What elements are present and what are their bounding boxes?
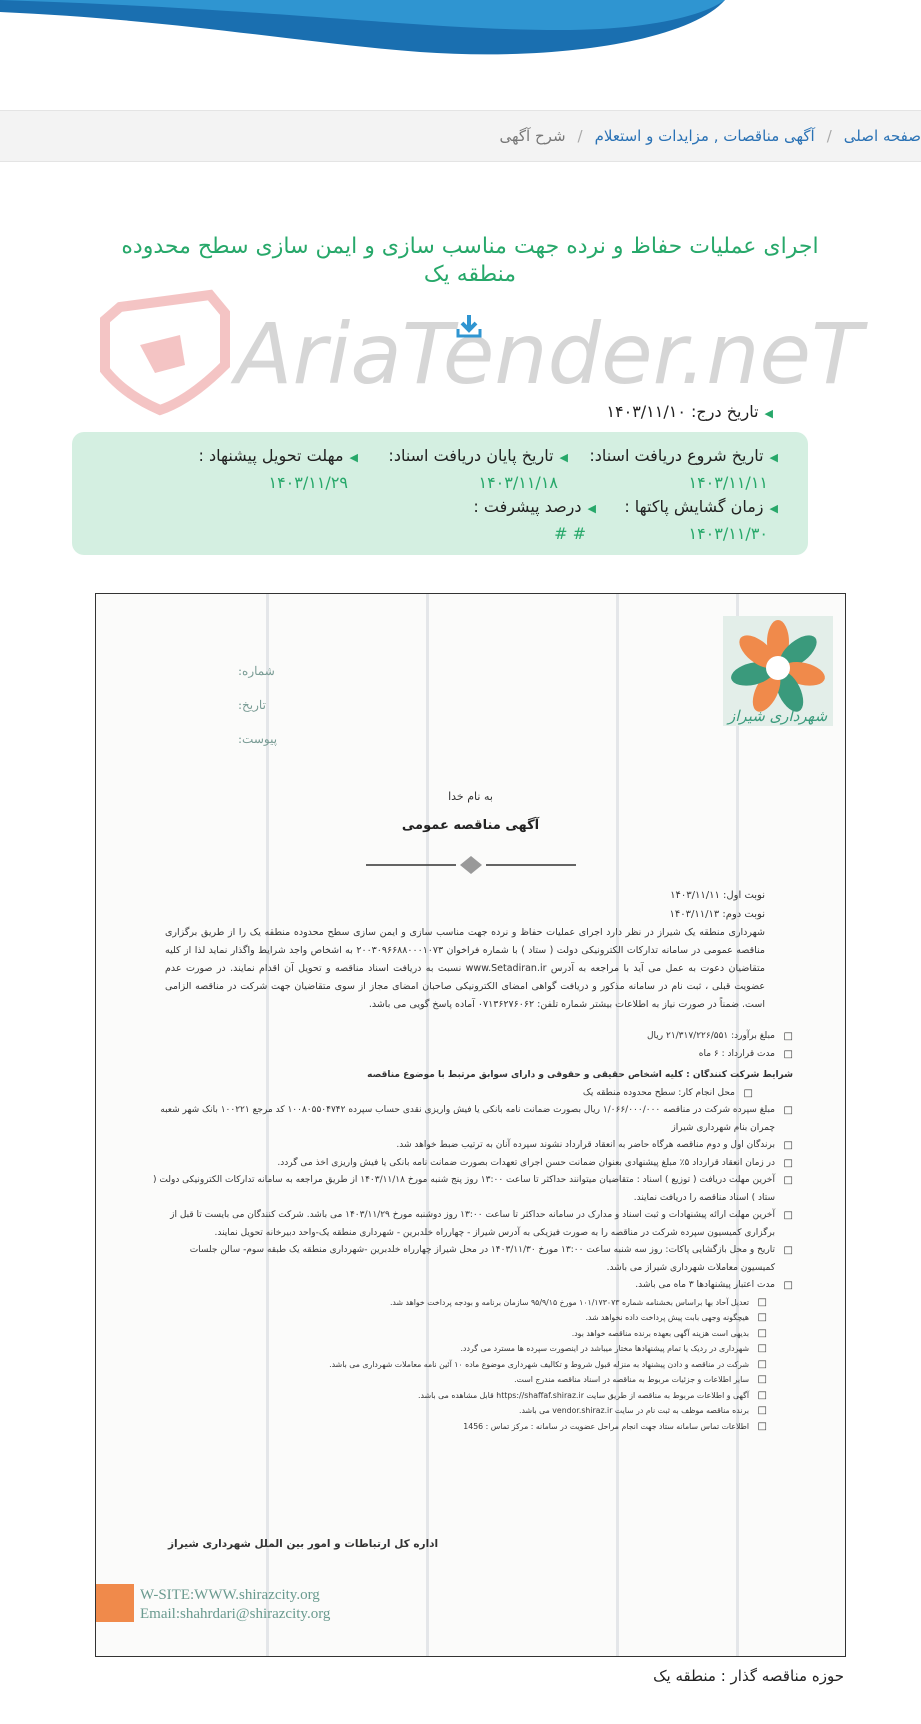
opening-value: ۱۴۰۳/۱۱/۳۰	[688, 524, 768, 543]
footer-orange-block	[96, 1584, 134, 1622]
list-item: □ هیچگونه وجهی بابت پیش پرداخت داده نخواهد شد.	[153, 1310, 767, 1326]
opening-field	[624, 497, 778, 543]
breadcrumb-current: شرح آگهی	[499, 127, 566, 145]
ornament-divider	[366, 856, 576, 874]
breadcrumb-separator: /	[577, 127, 583, 145]
list-item: □ مبلغ برآورد: ۲۱/۳۱۷/۲۲۶/۵۵۱ ریال	[153, 1028, 793, 1046]
list-item: □ مدت قرارداد : ۶ ماه	[153, 1046, 793, 1064]
doc-number-label: شماره:	[238, 664, 275, 678]
breadcrumb	[0, 110, 921, 162]
list-item: □ آخرین مهلت دریافت ( توزیع ) اسناد : متقاضیان میتوانند حداکثر تا ساعت ۱۳:۰۰ روز پنج شنبه مورخ ۱۴۰۳/۱۱/۱۸ از طریق مراجعه به سامانه تدارکات الکترونیکی دولت ( ستاد ) اسناد مناقصه را دریافت نمایند.	[153, 1172, 793, 1207]
logo-text: شهرداری شیراز	[728, 707, 828, 725]
list-item: □ در زمان انعقاد قرارداد ۵٪ مبلغ پیشنهادی بعنوان ضمانت حسن اجرای تعهدات بصورت ضمانت نامه بانکی یا فیش واریزی اخذ می گردد.	[153, 1155, 793, 1173]
triangle-icon: ◀	[764, 407, 773, 420]
list-item: □ تاریخ و محل بازگشایی پاکات: روز سه شنبه ساعت ۱۳:۰۰ مورخ ۱۴۰۳/۱۱/۳۰ در محل شیراز چهارراه خلدبرین -شهرداری منطقه یک طبقه سوم- سالن جلسات کمیسیون معاملات شهرداری شیراز می باشد.	[153, 1242, 793, 1277]
watermark-logo	[100, 295, 863, 410]
list-item: □ آخرین مهلت ارائه پیشنهادات و ثبت اسناد و مدارک در سامانه حداکثر تا ساعت ۱۳:۰۰ روز دوشنبه مورخ ۱۴۰۳/۱۱/۲۹ می باشد. شرکت کنندگان می بایست تا قبل از برگزاری کمیسیون سپرده شرکت در مناقصه را به صورت فیزیکی به آدرس شیراز - چهارراه خلدبرین - شهرداری منطقه یک-واحد دبیرخانه تحویل نمایند.	[153, 1207, 793, 1242]
list-item: شرایط شرکت کنندگان : کلیه اشخاص حقیقی و حقوقی و دارای سوابق مرتبط با موضوع مناقصه	[367, 1070, 793, 1080]
list-item: □ مدت اعتبار پیشنهادها ۳ ماه می باشد.	[153, 1277, 793, 1295]
list-item: □ اطلاعات تماس سامانه ستاد جهت انجام مراحل عضویت در سامانه : مرکز تماس : 1456	[153, 1419, 767, 1435]
doc-website: W-SITE:WWW.shirazcity.org	[140, 1587, 320, 1603]
list-item: □ سایر اطلاعات و جزئیات مربوط به مناقصه در اسناد مناقصه مندرج است.	[153, 1372, 767, 1388]
opening-label: زمان گشایش پاکتها :	[624, 497, 764, 516]
list-item: □ برنده مناقصه موظف به ثبت نام در سایت vendor.shiraz.ir می باشد.	[153, 1403, 767, 1419]
breadcrumb-tenders[interactable]: آگهی مناقصات , مزایدات و استعلام	[594, 127, 815, 145]
list-item: □ تعدیل آحاد بها براساس بخشنامه شماره ۱۰۱/۱۷۳۰۷۳ مورخ ۹۵/۹/۱۵ سازمان برنامه و بودجه پرداخت خواهد شد.	[153, 1295, 767, 1311]
tender-dates-panel	[72, 432, 808, 555]
triangle-icon: ◀	[559, 451, 568, 464]
start-receive-value: ۱۴۰۳/۱۱/۱۱	[688, 473, 768, 492]
start-receive-label: تاریخ شروع دریافت اسناد:	[589, 446, 764, 465]
list-item: □ محل انجام کار: سطح محدوده منطقه یک	[153, 1085, 753, 1103]
end-receive-label: تاریخ پایان دریافت اسناد:	[388, 446, 554, 465]
deadline-label: مهلت تحویل پیشنهاد :	[198, 446, 344, 465]
insert-date	[606, 402, 773, 421]
progress-label: درصد پیشرفت :	[473, 497, 582, 516]
doc-footer-contacts	[140, 1586, 330, 1624]
download-icon[interactable]	[455, 313, 483, 339]
triangle-icon: ◀	[769, 451, 778, 464]
insert-date-value: ۱۴۰۳/۱۱/۱۰	[606, 402, 686, 421]
triangle-icon: ◀	[769, 502, 778, 515]
first-round: نوبت اول: ۱۴۰۳/۱۱/۱۱	[670, 890, 765, 901]
progress-field	[473, 497, 596, 543]
list-item: □ شهرداری در ردیک یا تمام پیشنهادها مختار میباشد در اینصورت سپرده ها مسترد می گردد.	[153, 1341, 767, 1357]
end-receive-field	[388, 446, 568, 492]
doc-heading: آگهی مناقصه عمومی	[401, 818, 540, 833]
doc-email: Email:shahrdari@shirazcity.org	[140, 1606, 331, 1622]
breadcrumb-home[interactable]: صفحه اصلی	[843, 127, 921, 145]
doc-date-label: تاریخ:	[238, 698, 266, 712]
deadline-field	[199, 446, 358, 492]
second-round: نوبت دوم: ۱۴۰۳/۱۱/۱۳	[669, 909, 765, 920]
list-item: □ مبلغ سپرده شرکت در مناقصه ۱/۰۶۶/۰۰۰/۰۰۰ ریال بصورت ضمانت نامه بانکی یا فیش واریزی نقدی حساب سپرده ۱۰۰۸۰۵۵۰۴۷۴۲ کد مرجع ۱۰۰۲۲۱ بانک شهر شعبه چمران بنام شهرداری شیراز	[153, 1102, 793, 1137]
deadline-value: ۱۴۰۳/۱۱/۲۹	[268, 473, 348, 492]
end-receive-value: ۱۴۰۳/۱۱/۱۸	[478, 473, 558, 492]
list-item: □ برندگان اول و دوم مناقصه هرگاه حاضر به انعقاد قرارداد نشوند سپرده آنان به ترتیب ضبط خواهد شد.	[153, 1137, 793, 1155]
doc-intro-paragraph: شهرداری منطقه یک شیراز در نظر دارد اجرای عملیات حفاظ و نرده جهت مناسب سازی و ایمن سازی سطح محدوده منطقه یک را از طریق برگزاری مناقصه عمومی در سامانه تدارکات الکترونیکی دولت ( ستاد ) با شماره فراخوان ۲۰۰۳۰۹۶۶۸۸۰۰۰۱۰۷۳ به اشخاص واجد شرایط واگذار نماید لذا از کلیه متقاضیان دعوت به عمل می آید با مراجعه به آدرس www.Setadiran.ir نسبت به دریافت اسناد مناقصه و تحویل آن اقدام نمایند. در صورت عدم عضویت قبلی ، ثبت نام در سامانه مذکور و دریافت گواهی امضای الکترونیکی صاحبان امضای مجاز از سوی متقاضیان جهت شرکت در مناقصه الزامی است. ضمناً در صورت نیاز به اطلاعات بیشتر شماره تلفن: ۰۷۱۳۶۲۷۶۰۶۲ آماده پاسخ گویی می باشد.	[165, 927, 765, 1010]
doc-department-signature: اداره کل ارتباطات و امور بین الملل شهرداری شیراز	[168, 1538, 439, 1550]
shiraz-municipality-logo	[628, 616, 833, 726]
list-item: □ شرکت در مناقصه و دادن پیشنهاد به منزله قبول شروط و تکالیف شهرداری موضوع ماده ۱۰ آئین نامه معاملات شهرداری می باشد.	[153, 1357, 767, 1373]
breadcrumb-separator: /	[826, 127, 832, 145]
list-item: □ آگهی و اطلاعات مربوط به مناقصه از طریق سایت https://shaffaf.shiraz.ir قابل مشاهده می باشد.	[153, 1388, 767, 1404]
triangle-icon: ◀	[349, 451, 358, 464]
tender-document-image	[95, 593, 846, 1657]
header-wave	[0, 0, 921, 70]
list-item: □ بدیهی است هزینه آگهی بعهده برنده مناقصه خواهد بود.	[153, 1326, 767, 1342]
triangle-icon: ◀	[587, 502, 596, 515]
doc-attachment-label: پیوست:	[238, 732, 278, 746]
progress-value: # #	[554, 524, 586, 543]
tender-authority: حوزه مناقصه گذار : منطقه یک	[653, 1667, 844, 1685]
page-title: اجرای عملیات حفاظ و نرده جهت مناسب سازی و ایمن سازی سطح محدوده منطقه یک	[121, 234, 819, 287]
doc-basmala: به نام خدا	[448, 790, 493, 803]
watermark-text: AriaTender.neT	[235, 305, 863, 403]
insert-date-label: تاریخ درج:	[691, 402, 759, 421]
start-receive-field	[589, 446, 778, 492]
doc-conditions-list	[153, 1028, 793, 1434]
